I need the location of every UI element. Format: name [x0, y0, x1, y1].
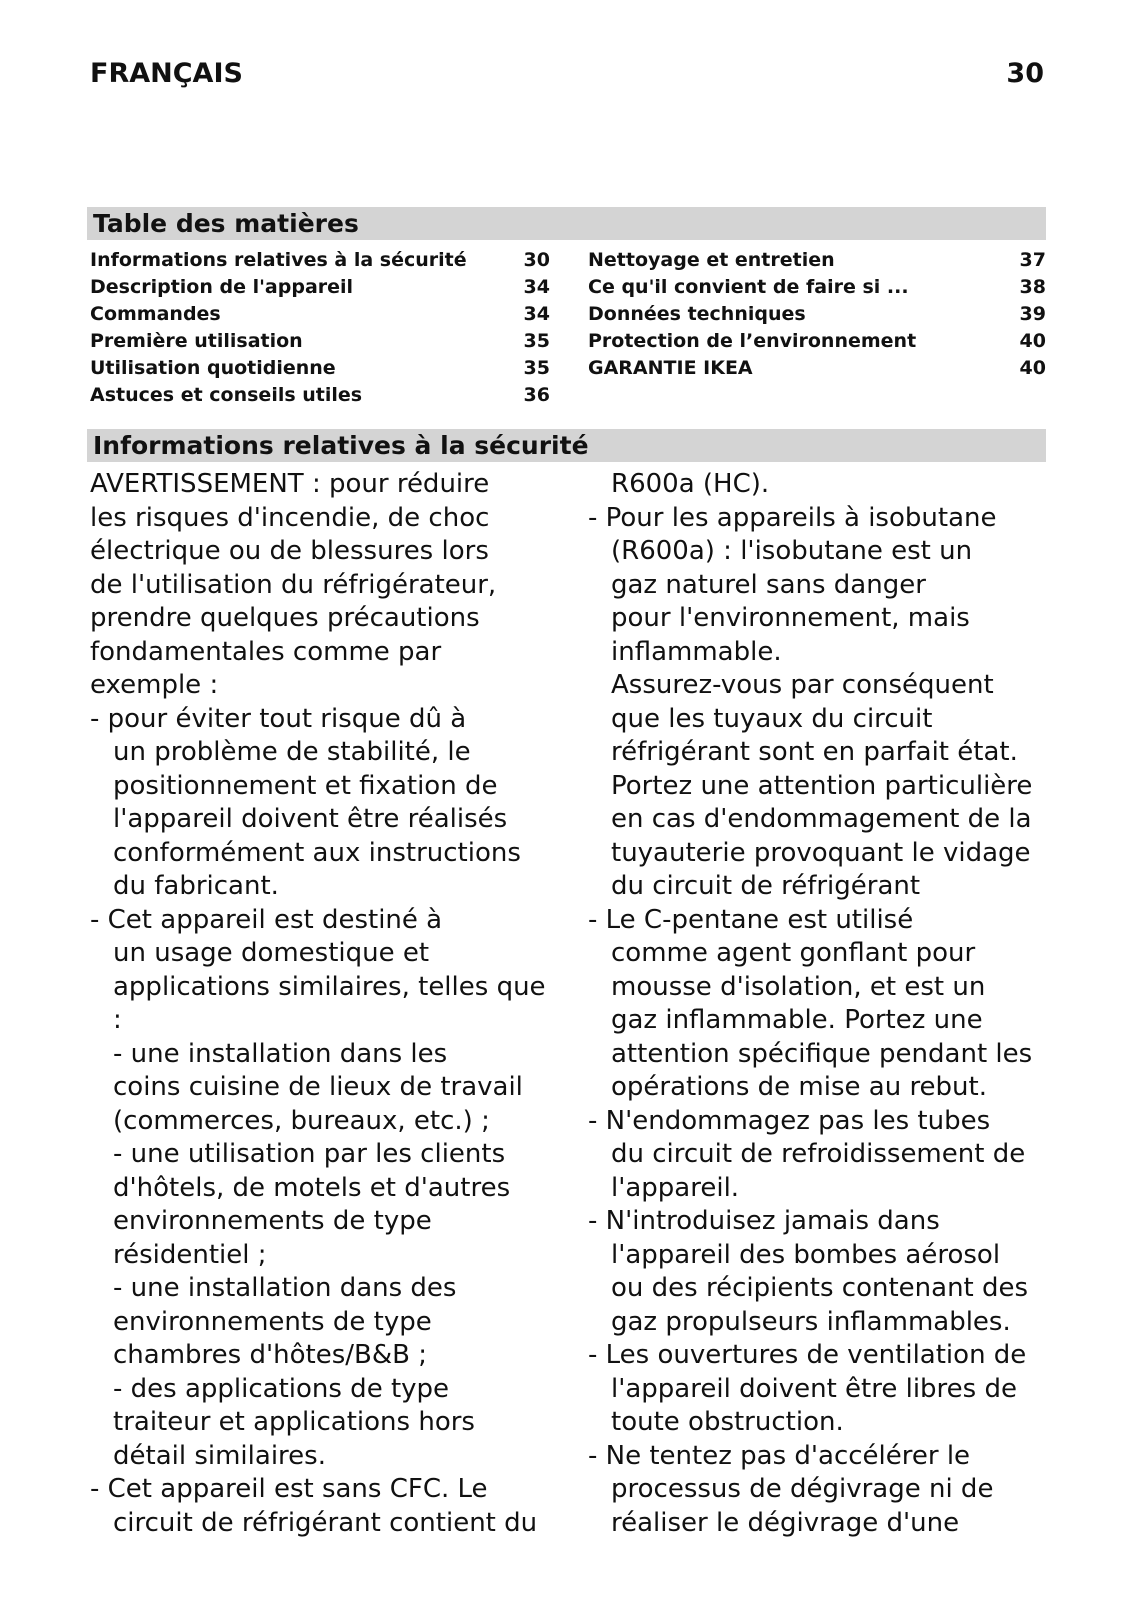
text-line: réfrigérant sont en parfait état. — [611, 737, 1018, 767]
toc-entry — [90, 301, 550, 328]
toc-entry — [588, 247, 1046, 274]
text-line: prendre quelques précautions — [90, 603, 480, 633]
text-line: - Les ouvertures de ventilation de — [588, 1340, 1027, 1370]
toc-entry-label: Nettoyage et entretien — [588, 249, 835, 271]
text-line: l'appareil des bombes aérosol — [611, 1239, 1001, 1270]
text-line: AVERTISSEMENT : pour réduire — [90, 469, 490, 499]
text-line: gaz propulseurs inflammables. — [611, 1306, 1011, 1337]
toc-entry — [90, 355, 550, 382]
toc-heading: Table des matières — [87, 207, 1046, 240]
text-line: environnements de type — [113, 1206, 432, 1236]
text-line: l'appareil. — [611, 1172, 740, 1203]
toc-entry-page: 34 — [523, 303, 550, 325]
text-line: résidentiel ; — [113, 1239, 267, 1270]
text-line: un problème de stabilité, le — [113, 737, 471, 767]
text-line: comme agent gonflant pour — [611, 938, 976, 968]
text-line: tuyauterie provoquant le vidage — [611, 837, 1031, 868]
text-line: - une installation dans les — [113, 1038, 448, 1069]
text-line: - pour éviter tout risque dû à — [90, 703, 467, 734]
toc-entry — [588, 274, 1046, 301]
text-line: processus de dégivrage ni de — [611, 1474, 994, 1504]
text-line: réaliser le dégivrage d'une — [611, 1507, 960, 1538]
safety-text-left-column — [90, 468, 560, 1540]
toc-entry — [90, 247, 550, 274]
toc-entry-page: 40 — [1019, 357, 1046, 379]
toc-entry-label: Utilisation quotidienne — [90, 357, 336, 379]
text-line: l'appareil doivent être réalisés — [113, 804, 508, 834]
text-line: exemple : — [90, 670, 219, 700]
toc-entry-label: Première utilisation — [90, 330, 303, 352]
text-line: circuit de réfrigérant contient du — [113, 1507, 538, 1538]
text-line: (R600a) : l'isobutane est un — [611, 536, 973, 566]
text-line: - Le C-pentane est utilisé — [588, 904, 914, 935]
text-line: Portez une attention particulière — [611, 770, 1033, 801]
text-line: : — [113, 1005, 122, 1035]
toc-entry-page: 35 — [523, 357, 550, 379]
toc-entry — [90, 274, 550, 301]
text-line: attention spécifique pendant les — [611, 1038, 1033, 1069]
text-line: du circuit de réfrigérant — [611, 871, 921, 901]
text-line: de l'utilisation du réfrigérateur, — [90, 569, 497, 600]
toc-entry-label: GARANTIE IKEA — [588, 357, 753, 379]
safety-heading: Informations relatives à la sécurité — [87, 429, 1046, 462]
text-line: du fabricant. — [113, 871, 279, 901]
toc-entry — [588, 355, 1046, 382]
text-line: ou des récipients contenant des — [611, 1273, 1029, 1303]
text-line: gaz inflammable. Portez une — [611, 1005, 983, 1035]
safety-text-right-column — [588, 468, 1046, 1540]
text-line: conformément aux instructions — [113, 837, 521, 868]
toc-entry-page: 30 — [523, 249, 550, 271]
text-line: inflammable. — [611, 636, 782, 667]
text-line: l'appareil doivent être libres de — [611, 1373, 1017, 1404]
text-line: - une utilisation par les clients — [113, 1139, 506, 1169]
text-line: d'hôtels, de motels et d'autres — [113, 1172, 511, 1203]
text-line: que les tuyaux du circuit — [611, 703, 933, 734]
text-line: fondamentales comme par — [90, 636, 442, 667]
text-line: du circuit de refroidissement de — [611, 1139, 1026, 1169]
text-line: applications similaires, telles que — [113, 971, 546, 1002]
toc-entry — [90, 382, 550, 409]
toc-entry-label: Commandes — [90, 303, 221, 325]
text-line: - Cet appareil est destiné à — [90, 904, 443, 935]
toc-right-column — [588, 247, 1046, 382]
text-line: - Pour les appareils à isobutane — [588, 502, 997, 533]
text-line: opérations de mise au rebut. — [611, 1072, 987, 1102]
toc-entry-label: Astuces et conseils utiles — [90, 384, 363, 406]
toc-entry-label: Données techniques — [588, 303, 806, 325]
text-line: - Cet appareil est sans CFC. Le — [90, 1474, 488, 1504]
toc-left-column — [90, 247, 550, 409]
text-line: détail similaires. — [113, 1440, 326, 1471]
toc-entry — [90, 328, 550, 355]
text-line: - des applications de type — [113, 1373, 450, 1404]
toc-entry — [588, 328, 1046, 355]
toc-entry-page: 34 — [523, 276, 550, 298]
text-line: toute obstruction. — [611, 1407, 844, 1437]
text-line: en cas d'endommagement de la — [611, 804, 1032, 834]
text-line: mousse d'isolation, et est un — [611, 971, 986, 1002]
toc-entry-label: Informations relatives à la sécurité — [90, 249, 467, 271]
text-line: gaz naturel sans danger — [611, 569, 926, 600]
text-line: (commerces, bureaux, etc.) ; — [113, 1105, 490, 1136]
text-line: environnements de type — [113, 1306, 432, 1337]
text-line: traiteur et applications hors — [113, 1407, 475, 1437]
toc-entry-label: Description de l'appareil — [90, 276, 354, 298]
text-line: chambres d'hôtes/B&B ; — [113, 1340, 427, 1370]
text-line: - Ne tentez pas d'accélérer le — [588, 1440, 971, 1471]
toc-entry-page: 38 — [1019, 276, 1046, 298]
text-line: pour l'environnement, mais — [611, 603, 970, 633]
text-line: - N'introduisez jamais dans — [588, 1206, 940, 1236]
text-line: - N'endommagez pas les tubes — [588, 1105, 991, 1136]
language-label: FRANÇAIS — [90, 58, 243, 89]
toc-entry-page: 35 — [523, 330, 550, 352]
page-number: 30 — [1006, 58, 1044, 89]
toc-entry — [588, 301, 1046, 328]
page-header — [90, 56, 1044, 92]
toc-entry-page: 39 — [1019, 303, 1046, 325]
text-line: les risques d'incendie, de choc — [90, 502, 490, 533]
text-line: Assurez-vous par conséquent — [611, 670, 994, 700]
text-line: un usage domestique et — [113, 938, 430, 968]
text-line: positionnement et fixation de — [113, 770, 498, 801]
text-line: - une installation dans des — [113, 1273, 457, 1303]
text-line: coins cuisine de lieux de travail — [113, 1072, 523, 1102]
text-line: électrique ou de blessures lors — [90, 536, 489, 566]
toc-entry-page: 36 — [523, 384, 550, 406]
toc-entry-label: Protection de l’environnement — [588, 330, 917, 352]
toc-entry-label: Ce qu'il convient de faire si ... — [588, 276, 909, 298]
toc-entry-page: 40 — [1019, 330, 1046, 352]
text-line: R600a (HC). — [611, 469, 770, 499]
toc-entry-page: 37 — [1019, 249, 1046, 271]
